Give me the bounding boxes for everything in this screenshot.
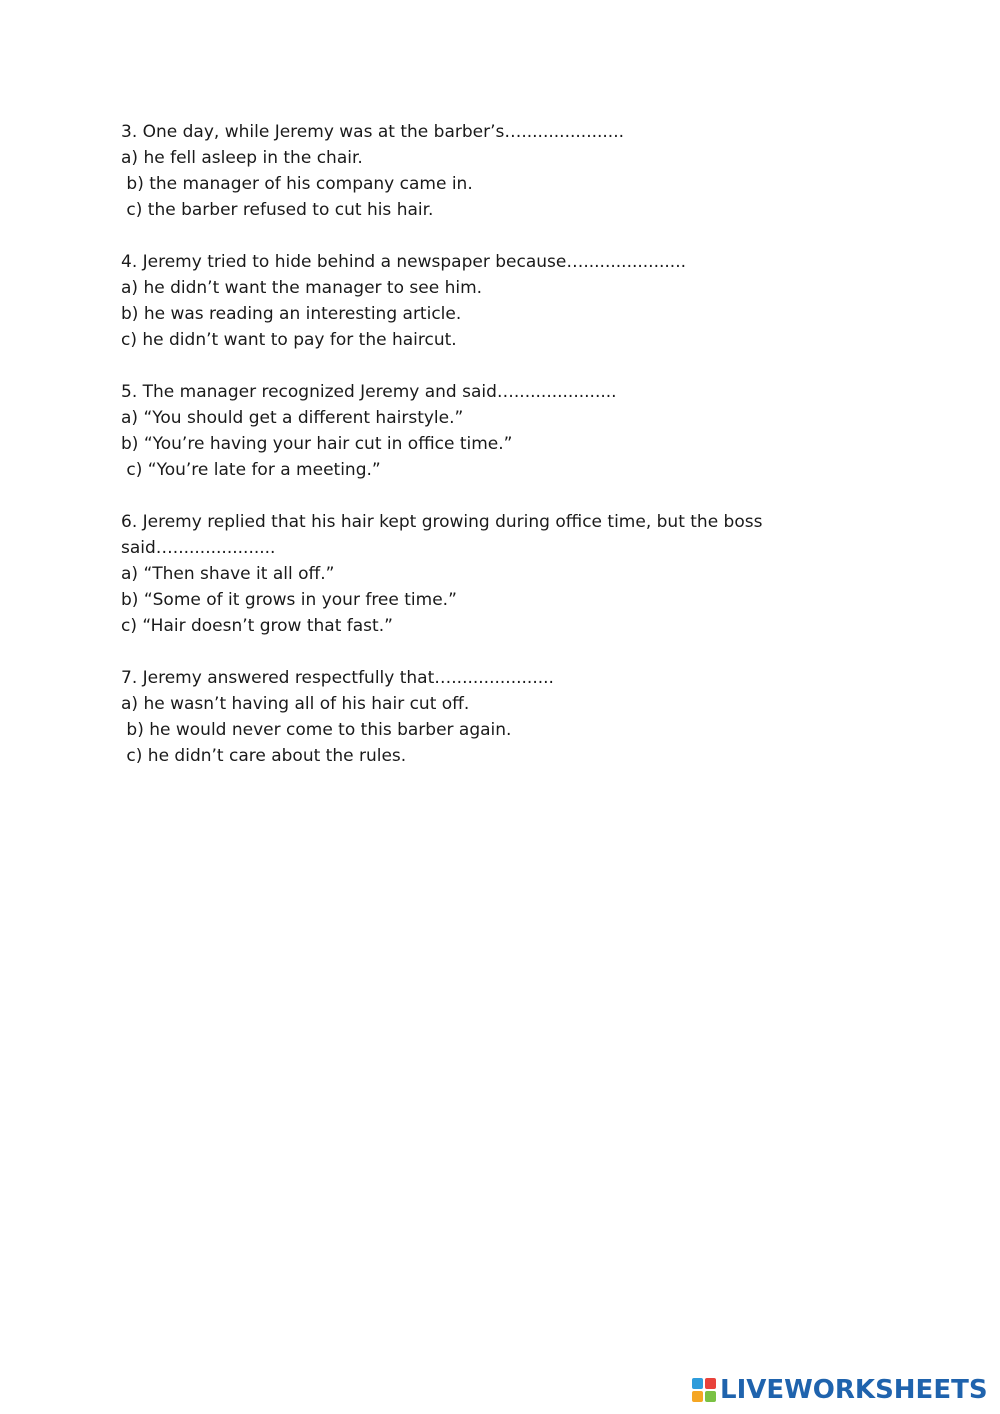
question-4 [121, 249, 881, 353]
question-3 [121, 119, 881, 223]
question-prompt-line-1: 6. Jeremy replied that his hair kept growing during office time, but the boss [121, 512, 763, 532]
question-6 [121, 509, 881, 639]
answer-option-c: c) he didn’t care about the rules. [121, 746, 407, 766]
worksheet-content [121, 119, 881, 795]
answer-option-c: c) “Hair doesn’t grow that fast.” [121, 616, 393, 636]
answer-option-c: c) he didn’t want to pay for the haircut. [121, 330, 457, 350]
answer-option-b: b) he was reading an interesting article. [121, 304, 462, 324]
logo-tile [692, 1378, 703, 1389]
answer-option-c: c) “You’re late for a meeting.” [121, 460, 381, 480]
answer-option-a: a) “Then shave it all off.” [121, 564, 335, 584]
logo-wordmark: LIVEWORKSHEETS [720, 1375, 988, 1405]
answer-option-a: a) he fell asleep in the chair. [121, 148, 363, 168]
answer-option-a: a) “You should get a different hairstyle.” [121, 408, 464, 428]
answer-option-b: b) “You’re having your hair cut in office time.” [121, 434, 513, 454]
logo-tile [705, 1391, 716, 1402]
answer-option-a: a) he didn’t want the manager to see him. [121, 278, 483, 298]
answer-option-c: c) the barber refused to cut his hair. [121, 200, 434, 220]
question-5 [121, 379, 881, 483]
logo-tile [692, 1391, 703, 1402]
question-prompt: 7. Jeremy answered respectfully that…................... [121, 668, 554, 688]
liveworksheets-logo-icon [692, 1378, 716, 1402]
question-prompt: 5. The manager recognized Jeremy and said…................... [121, 382, 617, 402]
question-prompt-line-2: said…................... [121, 538, 276, 558]
answer-option-b: b) the manager of his company came in. [121, 174, 473, 194]
answer-option-b: b) “Some of it grows in your free time.” [121, 590, 457, 610]
liveworksheets-logo[interactable] [692, 1374, 988, 1406]
question-prompt: 4. Jeremy tried to hide behind a newspaper because…................... [121, 252, 687, 272]
answer-option-a: a) he wasn’t having all of his hair cut off. [121, 694, 470, 714]
question-prompt: 3. One day, while Jeremy was at the barber’s…................... [121, 122, 625, 142]
answer-option-b: b) he would never come to this barber again. [121, 720, 512, 740]
logo-tile [705, 1378, 716, 1389]
question-7 [121, 665, 881, 769]
